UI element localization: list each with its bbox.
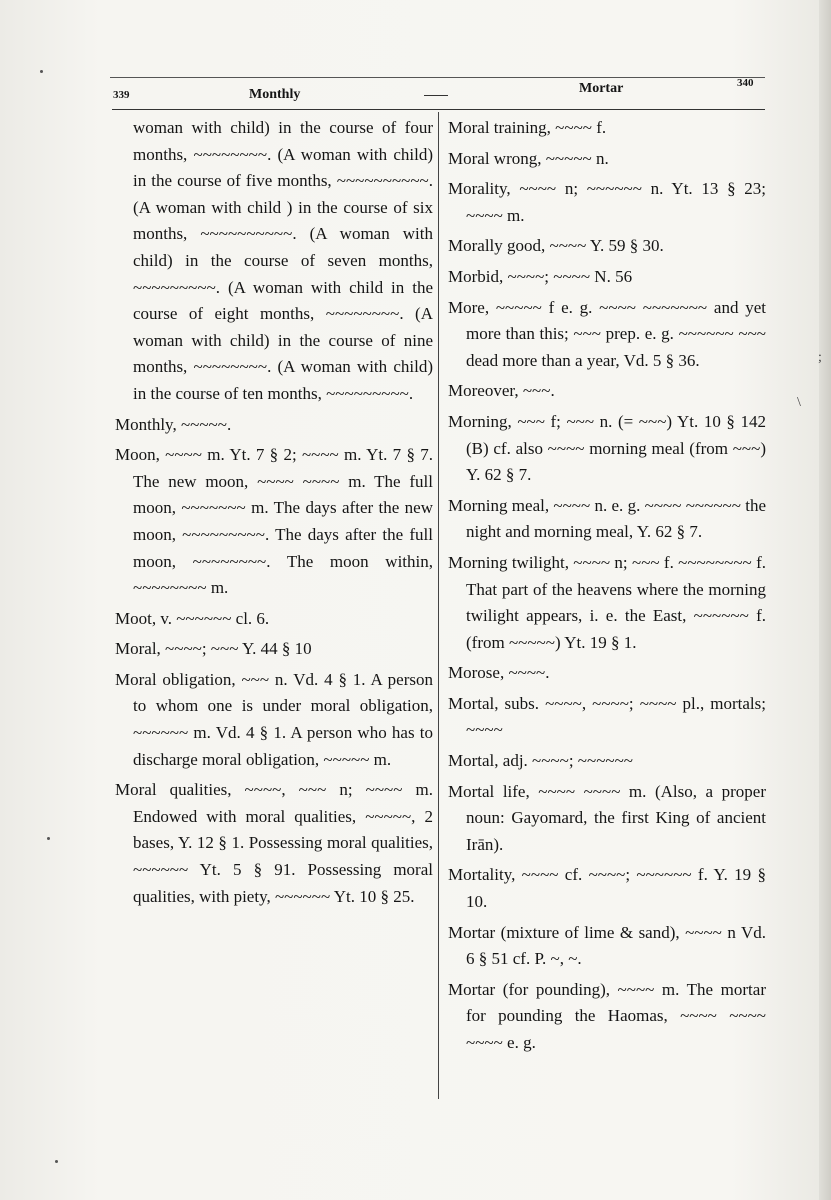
entry-mortal-life: Mortal life, ~~~~ ~~~~ m. (Also, a proper noun: Gayomard, the first King of ancient Irān). — [448, 781, 766, 854]
entry-mortar-pounding: Mortar (for pounding), ~~~~ m. The mortar for pounding the Haomas, ~~~~ ~~~~ ~~~~ e. g. — [448, 979, 766, 1052]
entry-mortal-subs: Mortal, subs. ~~~~, ~~~~; ~~~~ pl., mortals; ~~~~ — [448, 693, 766, 740]
paper-speck — [47, 837, 50, 840]
entry-moral: Moral, ~~~~; ~~~ Y. 44 § 10 — [115, 639, 312, 659]
entry-morbid: Morbid, ~~~~; ~~~~ N. 56 — [448, 266, 633, 286]
entry-morning-twilight: Morning twilight, ~~~~ n; ~~~ f. ~~~~~~~~ f. That part of the heavens where the morning twilight appears, i. e. the East, ~~~~~~ f. (from ~~~~~) Yt. 19 § 1. — [448, 552, 766, 652]
entry-morning: Morning, ~~~ f; ~~~ n. (= ~~~) Yt. 10 § 142 (B) cf. also ~~~~ morning meal (from ~~~) Y. 62 § 7. — [448, 411, 766, 485]
entry-moral-training: Moral training, ~~~~ f. — [448, 118, 607, 137]
entry-continuation: woman with child) in the course of four months, ~~~~~~~~. (A woman with child) in the course of five months, ~~~~~~~~~~. (A woman with child ) in the course of six months, ~~~~~~~~~~. (A woman with child) in the course of seven months, ~~~~~~~~~. (A woman with child in the course of eight months, ~~~~~~~~. (A woman with child) in the course of nine months, ~~~~~~~~. (A woman with child) in the course of ten months, ~~~~~~~~~. — [133, 118, 433, 403]
header-dash — [424, 95, 448, 96]
entry-moral-qualities: Moral qualities, ~~~~, ~~~ n; ~~~~ m. Endowed with moral qualities, ~~~~~, 2 bases, Y. 12 § 1. Possessing moral qualities, ~~~~~~ Yt. 5 § 91. Possessing moral qualities, with piety, ~~~~~~ Yt. 10 § 25. — [115, 780, 433, 906]
entry-moral-wrong: Moral wrong, ~~~~~ n. — [448, 148, 609, 168]
entry-mortal-adj: Mortal, adj. ~~~~; ~~~~~~ — [448, 751, 633, 771]
entry-monthly: Monthly, ~~~~~. — [115, 414, 232, 434]
top-rule — [110, 77, 765, 78]
entry-more: More, ~~~~~ f e. g. ~~~~ ~~~~~~~ and yet more than this; ~~~ prep. e. g. ~~~~~~ ~~~ dead more than a year, Vd. 5 § 36. — [448, 297, 766, 370]
entry-moral-obligation: Moral obligation, ~~~ n. Vd. 4 § 1. A person to whom one is under moral obligation, ~~~~~~ m. Vd. 4 § 1. A person who has to discharge moral obligation, ~~~~~ m. — [115, 669, 433, 769]
entry-morally-good: Morally good, ~~~~ Y. 59 § 30. — [448, 236, 664, 256]
left-running-title: Monthly — [249, 87, 301, 102]
entry-mortality: Mortality, ~~~~ cf. ~~~~; ~~~~~~ f. Y. 19 § 10. — [448, 865, 766, 912]
left-page-number: 339 — [113, 89, 130, 101]
paper-speck — [40, 70, 43, 73]
page-spine — [819, 0, 831, 1200]
right-running-title: Mortar — [579, 81, 624, 96]
entry-morose: Morose, ~~~~. — [448, 663, 550, 683]
header-underline — [112, 109, 765, 110]
margin-mark: \ — [797, 395, 801, 410]
entry-moon: Moon, ~~~~ m. Yt. 7 § 2; ~~~~ m. Yt. 7 § 7. The new moon, ~~~~ ~~~~ m. The full moon, ~~~~~~~ m. The days after the new moon, ~~~~~~~~~. The days after the full moon, ~~~~~~~~. The moon within, ~~~~~~~~ m. — [115, 445, 433, 598]
right-column — [448, 115, 766, 1061]
entry-morality: Morality, ~~~~ n; ~~~~~~ n. Yt. 13 § 23; ~~~~ m. — [448, 179, 766, 225]
entry-moot: Moot, v. ~~~~~~ cl. 6. — [115, 608, 270, 628]
right-page-number: 340 — [737, 77, 754, 89]
column-divider — [438, 112, 439, 1099]
entry-moreover: Moreover, ~~~. — [448, 381, 555, 401]
paper-speck — [55, 1160, 58, 1163]
entry-mortar-lime: Mortar (mixture of lime & sand), ~~~~ n Vd. 6 § 51 cf. P. ~, ~. — [448, 922, 766, 969]
left-column — [115, 115, 433, 914]
margin-mark: ; — [818, 350, 822, 365]
entry-morning-meal: Morning meal, ~~~~ n. e. g. ~~~~ ~~~~~~ the night and morning meal, Y. 62 § 7. — [448, 495, 766, 542]
